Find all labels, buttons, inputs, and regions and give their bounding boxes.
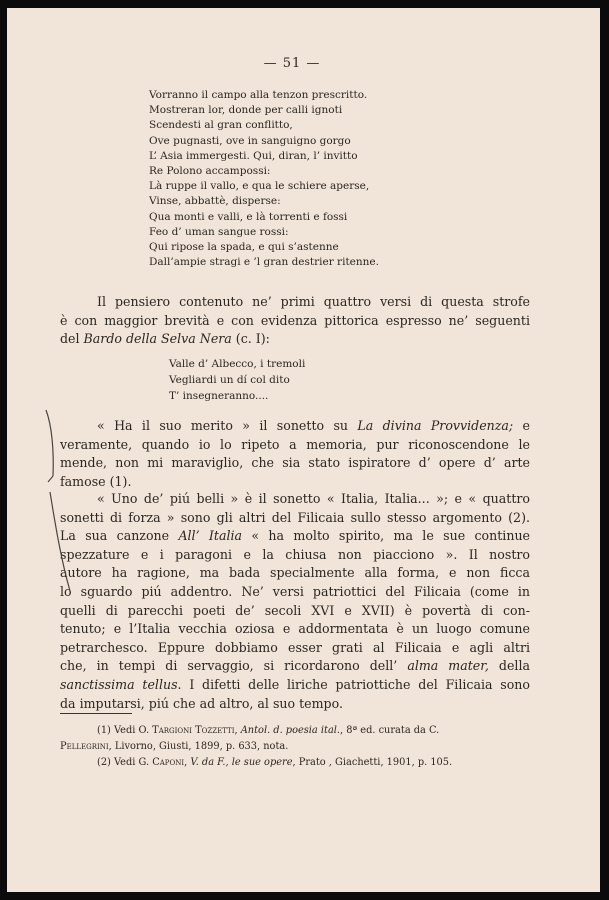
text-fragment: , Livorno, Giusti, 1899, p. 633, nota. <box>108 741 289 752</box>
pencil-mark <box>40 406 80 606</box>
footnote-divider <box>60 713 132 714</box>
text-fragment: che, in tempi di servaggio, si ricordarono dell’ <box>60 658 408 674</box>
text-fragment: (1) Vedi O. <box>97 725 153 736</box>
text-fragment: . I difetti delle liriche patriottiche del Filicaia sono <box>177 676 530 692</box>
paragraph-sonnet <box>60 417 530 491</box>
footnote-1 <box>60 723 530 739</box>
author-name: Caponi <box>152 757 185 768</box>
text-line <box>60 417 530 436</box>
text-line <box>60 527 530 546</box>
text-line: è con maggior brevità e con evidenza pittorica espresso ne’ seguenti <box>60 312 530 328</box>
text-line: famose (1). <box>60 473 132 489</box>
text-line <box>60 330 530 349</box>
work-title: V. da F., le sue opere <box>190 757 293 768</box>
text-line: lo sguardo piú addentro. Ne’ versi patriottici del Filicaia (come in <box>60 583 530 599</box>
author-name: Targioni Tozzetti <box>152 725 235 736</box>
poem-line: Là ruppe il vallo, e qua le schiere aperse, <box>149 180 370 193</box>
paragraph-intro <box>60 293 530 349</box>
text-line: autore ha ragione, ma bada specialmente alla forma, e non ficca <box>60 565 530 581</box>
text-fragment: , Prato , Giachetti, 1901, p. 105. <box>292 757 453 768</box>
text-line: Il pensiero contenuto ne’ primi quattro versi di questa strofe <box>97 294 530 309</box>
poem-line: Mostreran lor, donde per calli ignoti <box>149 104 343 117</box>
poem-line: L’ Asia immergesti. Qui, diran, l’ invitto <box>149 149 358 162</box>
text-line: quelli di parecchi poeti de’ secoli XVI e XVII) è povertà di con- <box>60 602 530 618</box>
text-line <box>60 657 530 676</box>
poem-line: Qui ripose la spada, e qui s’astenne <box>149 241 339 254</box>
page-number: — 51 — <box>263 56 321 71</box>
author-name: Pellegrini <box>60 741 109 752</box>
text-line: sonetti di forza » sono gli altri del Filicaia sullo stesso argomento (2). <box>60 509 530 525</box>
poem-line: Scendesti al gran conflitto, <box>149 119 293 132</box>
poem-line: Feo d’ uman sangue rossi: <box>149 225 289 238</box>
work-title: Bardo della Selva Nera <box>83 331 232 347</box>
text-fragment: , <box>184 757 191 768</box>
text-line: « Uno de’ piú belli » è il sonetto « Italia, Italia... »; e « quattro <box>97 491 530 506</box>
work-title: Antol. d. poesia ital. <box>240 725 341 736</box>
paragraph-italia <box>60 490 530 713</box>
text-fragment: e <box>513 418 531 433</box>
text-fragment: « ha molto spirito, ma le sue continue <box>242 528 531 544</box>
text-line: spezzature e i paragoni e la chiusa non piacciono ». Il nostro <box>60 546 530 562</box>
text-fragment: « Ha il suo merito » il sonetto su <box>97 418 358 433</box>
footnotes <box>60 723 530 771</box>
text-fragment: La sua canzone <box>60 528 179 544</box>
work-title: All’ Italia <box>178 528 243 544</box>
poem-line: Qua monti e valli, e là torrenti e fossi <box>149 210 348 223</box>
poem-line: Vinse, abbattè, disperse: <box>149 195 281 208</box>
text-line: petrarchesco. Eppure dobbiamo esser grati al Filicaia e agli altri <box>60 639 530 655</box>
poem-line: Re Polono accampossi: <box>149 165 271 178</box>
book-page <box>7 8 600 892</box>
text-line: veramente, quando io lo ripeto a memoria, pur riconoscendone le <box>60 436 530 452</box>
text-line <box>60 676 530 695</box>
quoted-verse <box>169 356 305 404</box>
footnote-1-cont <box>60 739 530 755</box>
text-fragment: , 8ª ed. curata da C. <box>340 725 440 736</box>
text-fragment: del <box>60 331 84 347</box>
text-line: tenuto; e l’Italia vecchia oziosa e addormentata è un luogo comune <box>60 621 530 637</box>
text-line: da imputarsi, piú che ad altro, al suo tempo. <box>60 695 343 711</box>
text-fragment: , <box>234 725 241 736</box>
poem-line: Vorranno il campo alla tenzon prescritto. <box>149 89 368 101</box>
text-line: mende, non mi maraviglio, che sia stato ispiratore d’ opere d’ arte <box>60 455 530 471</box>
quote-line: Valle d’ Albecco, i tremoli <box>169 358 306 370</box>
poem-line: Dall’ampie stragi e ’l gran destrier ritenne. <box>149 256 379 269</box>
text-fragment: (2) Vedi G. <box>97 757 153 768</box>
quote-line: T’ insegneranno.... <box>169 390 269 402</box>
text-fragment: della <box>488 658 530 674</box>
poem-line: Ove pugnasti, ove in sanguigno gorgo <box>149 134 351 147</box>
latin-phrase: alma mater, <box>407 658 489 674</box>
work-title: La divina Provvidenza; <box>357 418 514 433</box>
poem-stanza <box>141 88 501 270</box>
quote-line: Vegliardi un dí col dito <box>169 374 290 386</box>
latin-phrase: sanctissima tellus <box>60 676 178 692</box>
text-fragment: (c. I): <box>231 331 270 347</box>
footnote-2 <box>60 755 530 771</box>
